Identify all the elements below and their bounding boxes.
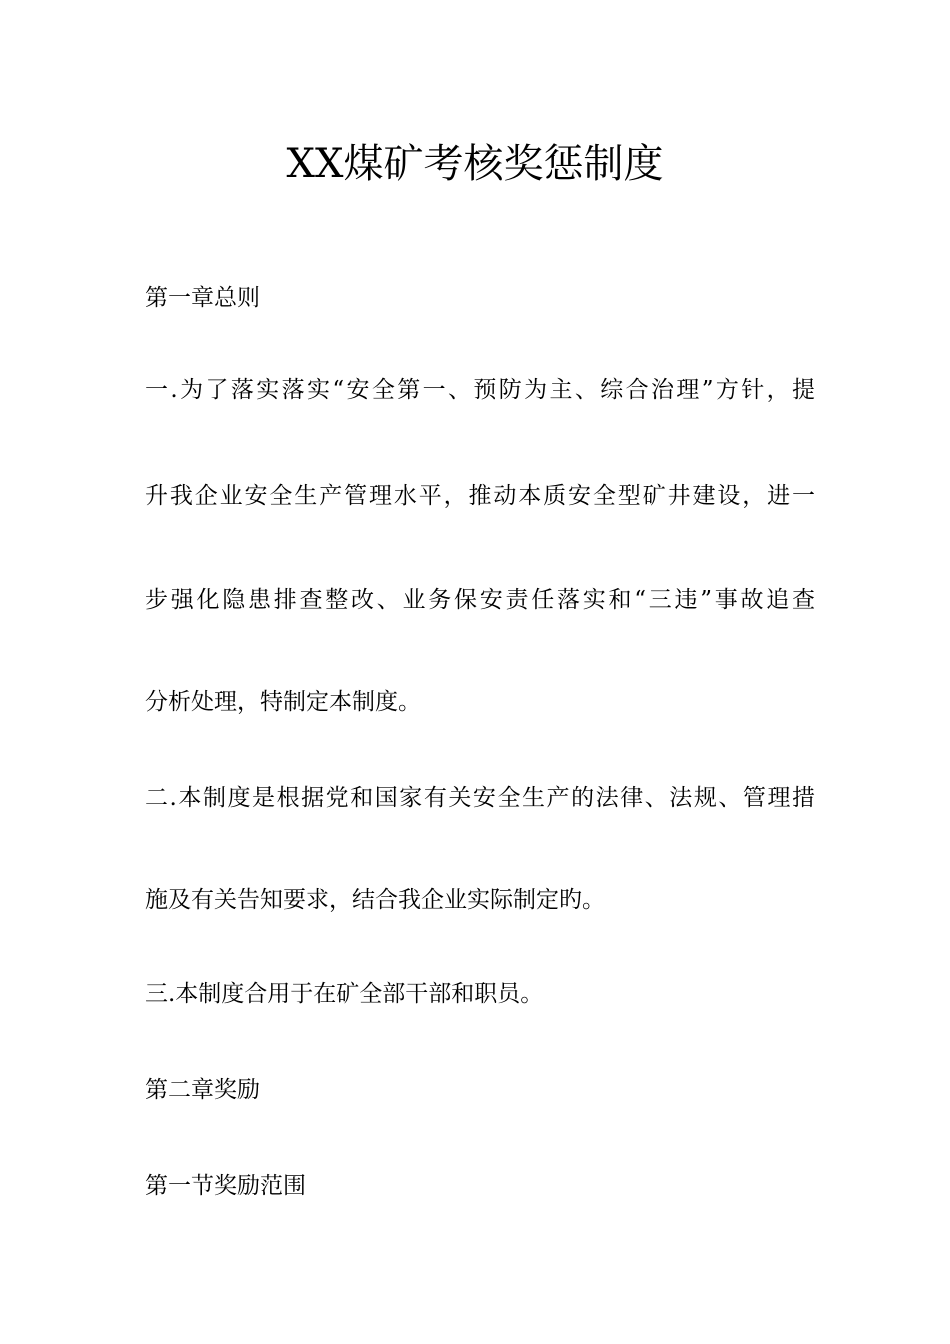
chapter-heading-rewards: 第二章奖励 xyxy=(145,1077,260,1103)
paragraph-line: 三.本制度合用于在矿全部干部和职员。 xyxy=(145,981,544,1007)
paragraph-line: 施及有关告知要求，结合我企业实际制定旳。 xyxy=(145,887,605,913)
paragraph-line: 升我企业安全生产管理水平，推动本质安全型矿井建设，进一 xyxy=(145,483,815,509)
paragraph-line: 分析处理，特制定本制度。 xyxy=(145,689,421,715)
paragraph-line: 步强化隐患排查整改、业务保安责任落实和“三违”事故追查 xyxy=(145,587,815,613)
section-heading-reward-scope: 第一节奖励范围 xyxy=(145,1173,306,1199)
document-title: XX煤矿考核奖惩制度 xyxy=(286,141,664,187)
paragraph-line: 一.为了落实落实“安全第一、预防为主、综合治理”方针，提 xyxy=(145,377,815,403)
paragraph-line: 二.本制度是根据党和国家有关安全生产的法律、法规、管理措 xyxy=(145,785,815,811)
chapter-heading-general: 第一章总则 xyxy=(145,285,260,311)
